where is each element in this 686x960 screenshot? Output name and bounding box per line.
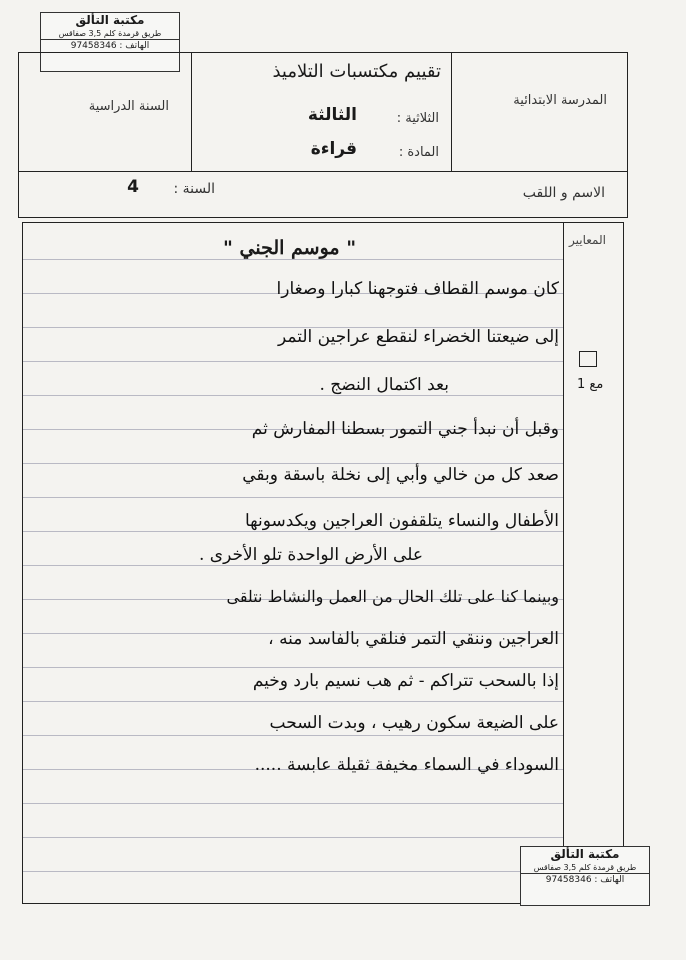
text-line: كان موسم القطاف فتوجهنا كبارا وصغارا	[276, 279, 559, 299]
trimester-value: الثالثة	[307, 105, 357, 125]
bookstore-stamp-bottom	[520, 846, 650, 906]
student-name-label: الاسم و اللقب	[522, 185, 605, 201]
stamp-phone: 97458346 : الهاتف	[521, 873, 649, 886]
ruled-line	[23, 531, 563, 532]
text-line: صعد كل من خالي وأبي إلى نخلة باسقة وبقي	[242, 465, 559, 485]
header-divider	[451, 53, 452, 171]
text-line: وبينما كنا على تلك الحال من العمل والنشاط نتلقى	[226, 587, 559, 606]
header-divider	[19, 171, 627, 172]
header-divider	[191, 53, 192, 171]
grade-value: 4	[127, 177, 139, 197]
text-line: إلى ضيعتنا الخضراء لنقطع عراجين التمر	[278, 327, 559, 347]
text-line: إذا بالسحب تتراكم - ثم هب نسيم بارد وخيم	[252, 671, 559, 691]
text-line: وقبل أن نبدأ جني التمور بسطنا المفارش ثم	[251, 419, 559, 439]
grade-label: السنة :	[173, 181, 215, 197]
text-line: على الأرض الواحدة تلو الأخرى .	[198, 545, 423, 565]
text-line: على الضيعة سكون رهيب ، وبدت السحب	[269, 713, 559, 733]
ruled-line	[23, 259, 563, 260]
ruled-line	[23, 497, 563, 498]
subject-value: قراءة	[310, 139, 357, 159]
ruled-line	[23, 361, 563, 362]
criteria-column-divider	[563, 223, 564, 903]
ruled-line	[23, 871, 563, 872]
subject-label: المادة :	[398, 145, 439, 160]
text-line: السوداء في السماء مخيفة ثقيلة عابسة .....	[254, 755, 559, 775]
ruled-line	[23, 565, 563, 566]
stamp-phone: 97458346 : الهاتف	[41, 39, 179, 52]
text-title: " موسم الجني "	[223, 237, 357, 259]
criteria-label: المعايير	[569, 233, 606, 247]
score-box	[579, 351, 597, 367]
ruled-line	[23, 463, 563, 464]
stamp-name: مكتبة التألق	[550, 847, 620, 861]
ruled-line	[23, 803, 563, 804]
ruled-line	[23, 667, 563, 668]
ruled-line	[23, 395, 563, 396]
school-label: المدرسة الابتدائية	[513, 93, 607, 108]
stamp-name: مكتبة التألق	[75, 13, 145, 27]
trimester-label: الثلاثية :	[396, 111, 439, 126]
ruled-line	[23, 701, 563, 702]
school-year-label: السنة الدراسية	[88, 99, 169, 114]
text-line: العراجين وننقي التمر فنلقي بالفاسد منه ،	[268, 629, 559, 649]
header-box	[18, 52, 628, 218]
stamp-address: طريق قرمدة كلم 3,5 صفاقس	[58, 29, 162, 38]
text-line: الأطفال والنساء يتلقفون العراجين ويكدسونها	[244, 511, 559, 531]
ruled-line	[23, 837, 563, 838]
criterion-mark: مع 1	[577, 377, 604, 392]
ruled-line	[23, 735, 563, 736]
stamp-address: طريق قرمدة كلم 3,5 صفاقس	[533, 863, 637, 872]
assessment-title: تقييم مكتسبات التلاميذ	[272, 61, 441, 82]
reading-text-area	[22, 222, 624, 904]
text-line: بعد اكتمال النضج .	[319, 375, 449, 395]
